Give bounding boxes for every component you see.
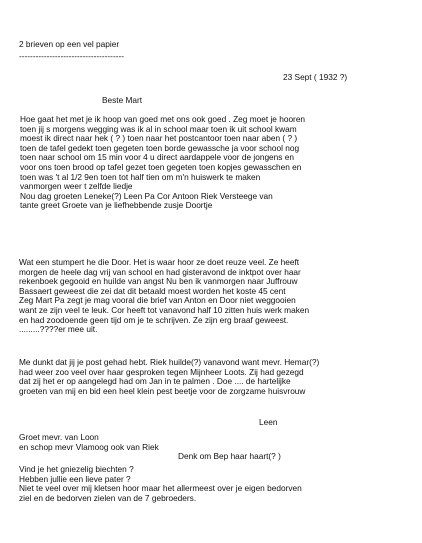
paragraph-line: Hoe gaat het met je ik hoop van goed met ons ook goed . Zeg moet je hooren	[20, 114, 306, 124]
closing-greetings	[19, 433, 159, 452]
paragraph-line: morgen de heele dag vrij van school en had gisteravond de inktpot over haar	[19, 266, 301, 277]
paragraph-line: dat zij het er op aangelegd had om Jan in te palmen . Doe .... de hartelijke	[19, 376, 291, 387]
closing-line: en schop mevr Vlamoog ook van Riek	[19, 441, 159, 452]
paragraph-line: Bassaert geweest die zei dat dit betaald moest worden het koste 45 cent	[19, 285, 286, 296]
paragraph-line: .........????er mee uit.	[19, 324, 98, 335]
document-heading: 2 brieven op een vel papier	[19, 39, 120, 49]
paragraph-line: voor ons toen brood op tafel gezet toen gegeten toen kopjes gewasschen en	[20, 161, 302, 172]
final-line: Niet te veel over mij kletsen hoor maar het allermeest over je eigen bedorven	[19, 483, 302, 494]
final-lines	[19, 465, 302, 503]
final-line: Hebben jullie een lieve pater ?	[19, 473, 131, 484]
paragraph-line: Zeg Mart Pa zegt je mag vooral die brief van Anton en Door niet weggooien	[19, 295, 296, 306]
paragraph-line: rekenboek gegooid en huilde van angst Nu ben ik vanmorgen naar Juffrouw	[19, 276, 298, 287]
final-line: ziel en de bedorven zielen van de 7 gebroeders.	[19, 492, 197, 503]
paragraph-line: Wat een stumpert he die Door. Het is waar hoor ze doet reuze veel. Ze heeft	[19, 257, 300, 267]
paragraph-line: groeten van mij en bid een heel klein pest beetje voor de zorgzame huisvrouw	[19, 385, 306, 396]
paragraph-line: want ze zijn veel te leuk. Cor heeft tot vanavond half 10 zitten huis werk maken	[19, 304, 310, 315]
salutation: Beste Mart	[102, 95, 143, 105]
closing-line: Groet mevr. van Loon	[19, 432, 99, 442]
paragraph-line: tante greet Groete van je liefhebbende zusje Doortje	[20, 200, 213, 211]
paragraph-line: moest ik direct naar hek ( ? ) toen naar het postcantoor toen naar aben ( ? )	[20, 133, 298, 144]
paragraph-line: toen naar school om 15 min voor 4 u direct aardappele voor de jongens en	[20, 152, 294, 163]
postscript: Denk om Bep haar haart(? )	[178, 451, 281, 461]
signature: Leen	[259, 417, 278, 427]
paragraph-3	[19, 358, 319, 396]
paragraph-line: Nou dag groeten Leneke(?) Leen Pa Cor Antoon Riek Versteege van	[20, 190, 273, 201]
heading-rule: --------------------------------------	[19, 51, 124, 61]
paragraph-line: Me dunkt dat jij je post gehad hebt. Riek huilde(?) vanavond want mevr. Hemar(?)	[19, 357, 320, 367]
paragraph-line: en had zoodoende geen tijd om je te schrijven. Ze zijn erg braaf geweest.	[19, 314, 289, 325]
paragraph-line: had weer zoo veel over haar gesproken tegen Mijnheer Loots. Zij had gezegd	[19, 366, 304, 377]
paragraph-line: toen jij s morgens wegging was ik al in school maar toen ik uit school kwam	[20, 123, 297, 134]
paragraph-1	[20, 115, 305, 211]
paragraph-line: toen de tafel gedekt toen gegeten toen borde gewassche ja voor school nog	[20, 142, 300, 153]
paragraph-2	[19, 258, 309, 335]
final-line: Vind je het gniezelig biechten ?	[19, 464, 134, 474]
paragraph-line: vanmorgen weer t zelfde liedje	[20, 181, 133, 192]
letter-date: 23 Sept ( 1932 ?)	[283, 72, 348, 82]
paragraph-line: toen was 't al 1/2 9en toen tot half tien om m'n huiswerk te maken	[20, 171, 261, 182]
